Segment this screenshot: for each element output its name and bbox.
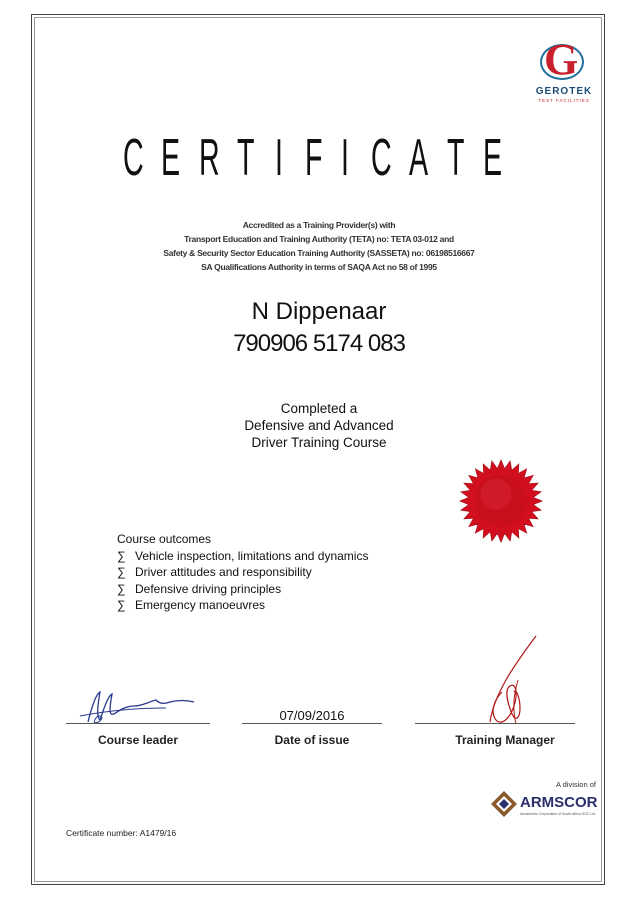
sigma-bullet-icon: ∑ bbox=[117, 548, 126, 563]
completion-line: Defensive and Advanced bbox=[244, 418, 394, 433]
title-letter: T bbox=[446, 129, 465, 187]
title-letter: C bbox=[370, 129, 392, 187]
armscor-name: ARMSCOR bbox=[520, 794, 598, 811]
armscor-logo bbox=[486, 780, 596, 826]
title-letter: E bbox=[160, 129, 181, 187]
armscor-subtitle: Armaments Corporation of South Africa SOC Ltd bbox=[520, 812, 596, 816]
completion-statement bbox=[0, 400, 638, 451]
logo-name: GEROTEK bbox=[535, 86, 593, 97]
title-letter: C bbox=[122, 129, 144, 187]
outcome-text: Vehicle inspection, limitations and dynamics bbox=[135, 548, 369, 563]
title-letter: I bbox=[341, 129, 349, 187]
title-letter: F bbox=[304, 129, 323, 187]
course-outcomes bbox=[117, 531, 368, 614]
date-of-issue-label: Date of issue bbox=[274, 733, 350, 747]
training-manager-line bbox=[415, 723, 575, 724]
certificate-number: Certificate number: A1479/16 bbox=[66, 828, 177, 838]
completion-line: Completed a bbox=[280, 401, 358, 416]
accreditation-line: Transport Education and Training Authority (TETA) no: TETA 03-012 and bbox=[184, 234, 454, 244]
course-leader-label: Course leader bbox=[97, 733, 179, 747]
list-item bbox=[117, 564, 368, 581]
training-manager-label: Training Manager bbox=[455, 733, 555, 747]
armscor-emblem-icon bbox=[490, 790, 518, 818]
list-item bbox=[117, 597, 368, 614]
recipient-id-number: 790906 5174 083 bbox=[233, 330, 405, 357]
logo-subtitle: TEST FACILITIES bbox=[538, 98, 590, 103]
outcome-text: Emergency manoeuvres bbox=[135, 598, 266, 612]
course-leader-line bbox=[66, 723, 210, 724]
gerotek-logo bbox=[528, 35, 600, 104]
outcome-text: Driver attitudes and responsibility bbox=[135, 565, 312, 579]
sigma-bullet-icon: ∑ bbox=[117, 581, 126, 596]
outcome-text: Defensive driving principles bbox=[135, 581, 282, 596]
title-letter: I bbox=[275, 129, 283, 187]
date-line bbox=[242, 723, 382, 724]
title-letter: E bbox=[482, 129, 503, 187]
accreditation-line: SA Qualifications Authority in terms of SAQA Act no 58 of 1995 bbox=[201, 262, 437, 272]
certificate-title bbox=[118, 128, 518, 192]
list-item bbox=[117, 548, 368, 565]
sigma-bullet-icon: ∑ bbox=[117, 598, 126, 612]
title-letter: R bbox=[198, 129, 220, 187]
accreditation-line: Accredited as a Training Provider(s) with bbox=[242, 220, 396, 230]
outcomes-heading: Course outcomes bbox=[117, 532, 212, 546]
red-seal-icon bbox=[458, 458, 544, 544]
issue-date: 07/09/2016 bbox=[279, 708, 345, 723]
training-manager-signature bbox=[474, 632, 554, 732]
recipient-name: N Dippenaar bbox=[251, 298, 387, 325]
completion-line: Driver Training Course bbox=[251, 435, 387, 450]
list-item bbox=[117, 581, 368, 598]
sigma-bullet-icon: ∑ bbox=[117, 565, 126, 579]
logo-letter: G bbox=[544, 35, 579, 84]
armscor-division-text: A division of bbox=[555, 780, 596, 789]
title-letter: T bbox=[236, 129, 255, 187]
title-letter: A bbox=[408, 129, 429, 187]
accreditation-text bbox=[0, 218, 638, 274]
accreditation-line: Safety & Security Sector Education Training Authority (SASSETA) no: 06198516667 bbox=[163, 248, 475, 258]
